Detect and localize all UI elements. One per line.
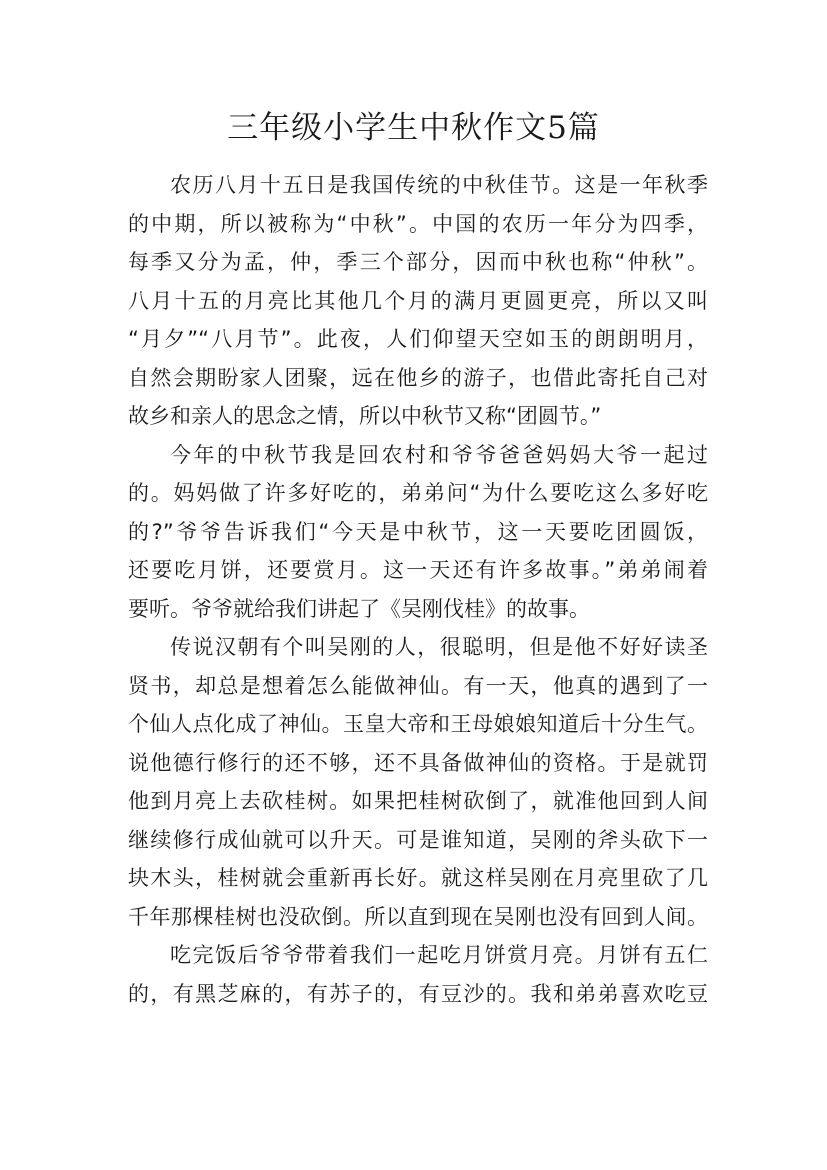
- document-body: [128, 166, 708, 1013]
- text-line: 继续修行成仙就可以升天。可是谁知道，吴刚的斧头砍下一: [128, 827, 708, 852]
- text-line: 传说汉朝有个叫吴刚的人，很聪明，但是他不好好读圣: [170, 635, 708, 659]
- text-line: 千年那棵桂树也没砍倒。所以直到现在吴刚也没有回到人间。: [128, 904, 708, 929]
- text-line: 每季又分为孟，仲，季三个部分，因而中秋也称“仲秋”。: [128, 250, 708, 274]
- text-line: 农历八月十五日是我国传统的中秋佳节。这是一年秋季: [170, 173, 708, 197]
- text-line: 的，有黑芝麻的，有苏子的，有豆沙的。我和弟弟喜欢吃豆: [128, 981, 708, 1006]
- text-line: 的?”爷爷告诉我们“今天是中秋节，这一天要吃团圆饭，: [128, 519, 708, 544]
- text-line: “月夕”“八月节”。此夜，人们仰望天空如玉的朗朗明月，: [128, 327, 708, 351]
- document-title: 三年级小学生中秋作文5篇: [227, 110, 600, 146]
- text-line: 要听。爷爷就给我们讲起了《吴刚伐桂》的故事。: [128, 596, 590, 621]
- text-line: 他到月亮上去砍桂树。如果把桂树砍倒了，就准他回到人间: [128, 789, 708, 813]
- text-line: 今年的中秋节我是回农村和爷爷爸爸妈妈大爷一起过: [170, 442, 708, 467]
- text-line: 还要吃月饼，还要赏月。这一天还有许多故事。”弟弟闹着: [128, 558, 708, 582]
- text-line: 说他德行修行的还不够，还不具备做神仙的资格。于是就罚: [128, 750, 708, 775]
- text-line: 块木头，桂树就会重新再长好。就这样吴刚在月亮里砍了几: [128, 866, 708, 890]
- text-line: 个仙人点化成了神仙。玉皇大帝和王母娘娘知道后十分生气。: [128, 712, 708, 736]
- text-line: 贤书，却总是想着怎么能做神仙。有一天，他真的遇到了一: [128, 673, 708, 698]
- text-line: 的。妈妈做了许多好吃的，弟弟问“为什么要吃这么多好吃: [128, 481, 708, 505]
- text-line: 自然会期盼家人团聚，远在他乡的游子，也借此寄托自己对: [128, 365, 708, 390]
- text-line: 吃完饭后爷爷带着我们一起吃月饼赏月亮。月饼有五仁: [170, 943, 708, 967]
- text-line: 的中期，所以被称为“中秋”。中国的农历一年分为四季，: [128, 211, 708, 236]
- text-line: 故乡和亲人的思念之情，所以中秋节又称“团圆节。”: [128, 404, 602, 428]
- text-line: 八月十五的月亮比其他几个月的满月更圆更亮，所以又叫: [128, 288, 708, 313]
